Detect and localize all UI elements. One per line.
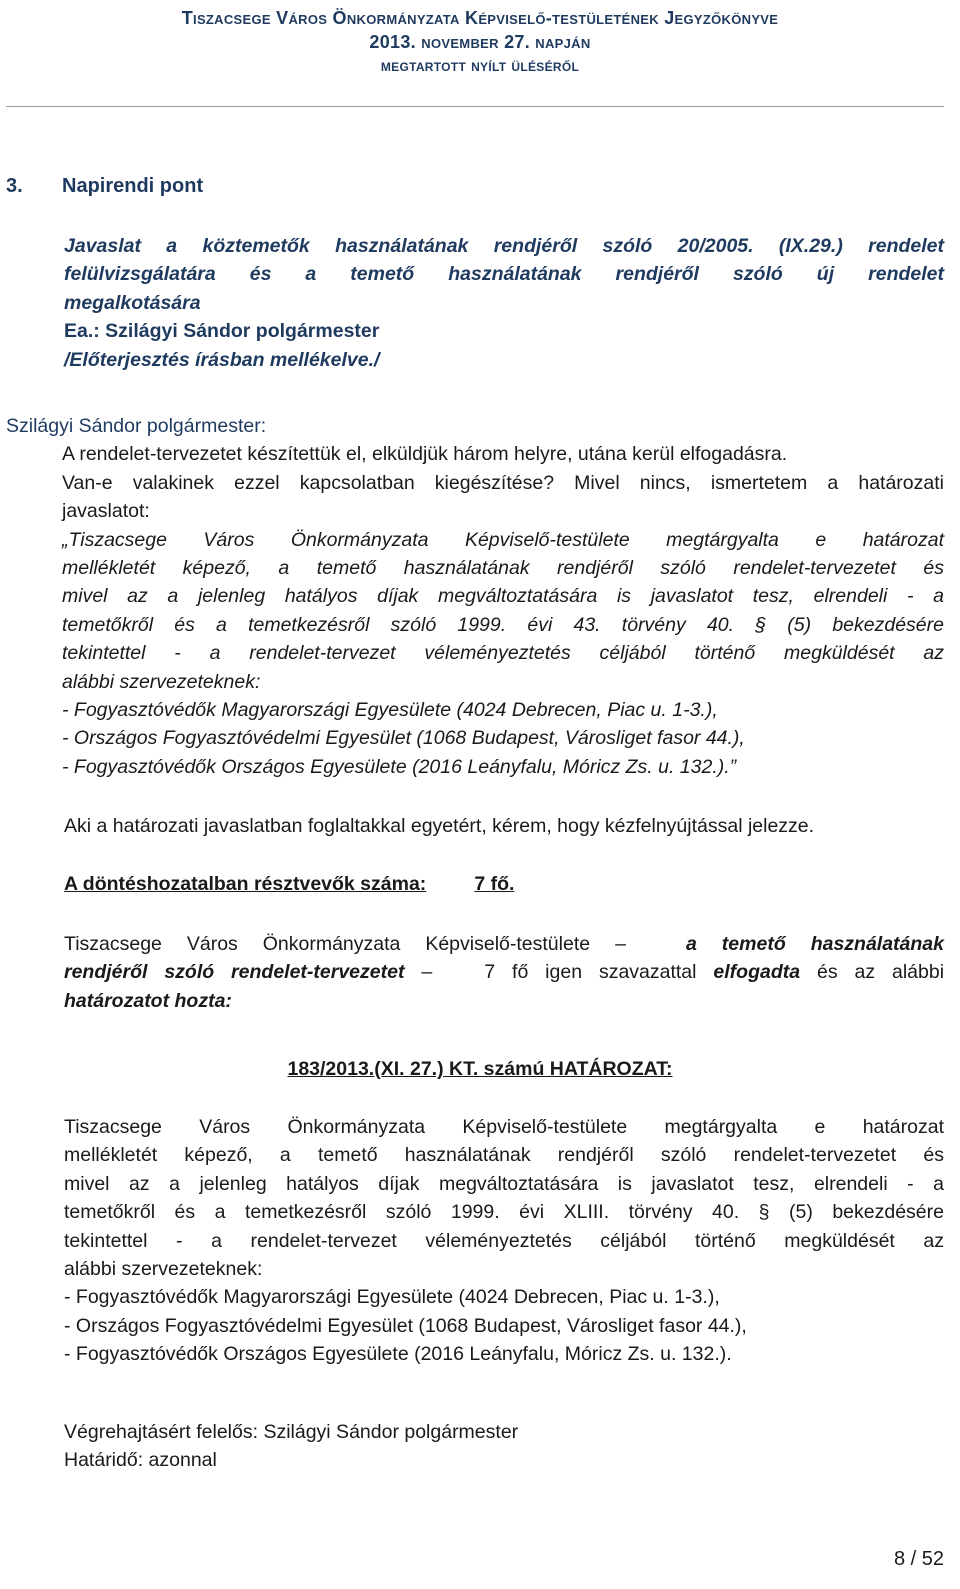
responsible-person: Végrehajtásért felelős: Szilágyi Sándor polgármester [64, 1421, 519, 1443]
vote-body: Tiszacsege Város Önkormányzata Képviselő-testülete [64, 933, 591, 955]
quote-line: mellékletét képező, a temető használatának rendjéről szóló rendelet-tervezetet és [62, 557, 944, 580]
vote-adopted: elfogadta [713, 961, 801, 984]
decision-count-label: A döntéshozatalban résztvevők száma: [64, 873, 427, 895]
quote-line: alábbi szervezeteknek: [62, 670, 261, 693]
speech-block [6, 412, 944, 781]
resolution-line: tekintettel - a rendelet-tervezet véleményeztetés céljából történő megküldését az [64, 1229, 944, 1252]
vote-decision: határozatot hozta: [64, 989, 232, 1012]
resolution-line: mivel az a jelenleg hatályos díjak megváltoztatására is javaslatot tesz, elrendeli - a [64, 1172, 944, 1195]
quoted-proposal [62, 526, 944, 782]
header-date: 2013. november 27. napján [369, 32, 591, 52]
vote-subject: a temető használatának [686, 933, 945, 955]
page-header [0, 6, 960, 78]
proposal-presenter: Ea.: Szilágyi Sándor polgármester [64, 320, 380, 343]
header-subtitle: megtartott nyílt üléséről [380, 56, 580, 75]
resolution-line: Tiszacsege Város Önkormányzata Képviselő-testülete megtárgyalta e határozat [64, 1116, 944, 1138]
speech-line: A rendelet-tervezetet készítettük el, elküldjük három helyre, utána kerül elfogadásra. [62, 443, 788, 466]
speaker-name: Szilágyi Sándor polgármester: [6, 415, 267, 437]
resolution-responsibility [64, 1418, 944, 1475]
resolution-heading: 183/2013.(XI. 27.) KT. számú HATÁROZAT: [287, 1058, 673, 1080]
quote-line: „Tiszacsege Város Önkormányzata Képviselő-testülete megtárgyalta e határozat [62, 528, 944, 551]
speech-line: Van-e valakinek ezzel kapcsolatban kiegészítése? Mivel nincs, ismertetem a határozati [62, 471, 944, 494]
resolution-line: - Fogyasztóvédők Országos Egyesülete (2016 Leányfalu, Móricz Zs. u. 132.). [64, 1343, 732, 1366]
closing-text: Aki a határozati javaslatban foglaltakkal egyetért, kérem, hogy kézfelnyújtással jelezze. [64, 815, 815, 837]
resolution-line: mellékletét képező, a temető használatának rendjéről szóló rendelet-tervezetet és [64, 1144, 944, 1167]
decision-count-value: 7 fő. [474, 873, 515, 895]
page-number: 8 / 52 [893, 1548, 944, 1570]
vote-dash: – [421, 961, 433, 984]
header-divider [6, 106, 944, 107]
agenda-number: 3. [6, 175, 23, 197]
resolution-line: temetőkről és a temetkezésről szóló 1999. évi XLIII. törvény 40. § (5) bekezdésére [64, 1201, 944, 1224]
resolution-line: alábbi szervezeteknek: [64, 1258, 263, 1281]
decision-count [64, 870, 514, 898]
proposal-line: felülvizsgálatára és a temető használatának rendjéről szóló új rendelet [64, 263, 944, 286]
resolution-line: - Országos Fogyasztóvédelmi Egyesület (1068 Budapest, Városliget fasor 44.), [64, 1314, 747, 1337]
agenda-proposal [64, 232, 944, 374]
speech-line: javaslatot: [62, 500, 150, 523]
quote-line: tekintettel - a rendelet-tervezet véleményeztetés céljából történő megküldését az [62, 642, 944, 665]
vote-statement [64, 930, 944, 1015]
resolution-line: - Fogyasztóvédők Magyarországi Egyesülete (4024 Debrecen, Piac u. 1-3.), [64, 1286, 720, 1309]
vote-following: és az alábbi [817, 961, 945, 984]
vote-subject-cont: rendjéről szóló rendelet-tervezetet [64, 961, 405, 984]
quote-line: mivel az a jelenleg hatályos díjak megváltoztatására is javaslatot tesz, elrendeli - a [62, 585, 944, 608]
header-title: Tiszacsege Város Önkormányzata Képviselő-testületének Jegyzőkönyve [181, 8, 779, 28]
quote-line: - Fogyasztóvédők Magyarországi Egyesülete (4024 Debrecen, Piac u. 1-3.), [62, 699, 718, 722]
resolution-text [64, 1113, 944, 1369]
quote-line: temetőkről és a temetkezésről szóló 1999. évi 43. törvény 40. § (5) bekezdésére [62, 613, 944, 636]
quote-line: - Fogyasztóvédők Országos Egyesülete (2016 Leányfalu, Móricz Zs. u. 132.).” [62, 755, 737, 778]
proposal-line: megalkotására [64, 291, 201, 314]
agenda-heading [6, 172, 203, 200]
agenda-title: Napirendi pont [62, 175, 204, 197]
quote-line: - Országos Fogyasztóvédelmi Egyesület (1068 Budapest, Városliget fasor 44.), [62, 727, 745, 750]
vote-dash: – [615, 933, 626, 955]
deadline: Határidő: azonnal [64, 1449, 217, 1472]
proposal-line: Javaslat a köztemetők használatának rendjéről szóló 20/2005. (IX.29.) rendelet [64, 235, 944, 257]
proposal-attachment: /Előterjesztés írásban mellékelve./ [64, 348, 380, 371]
vote-count: 7 fő igen szavazattal [484, 961, 697, 984]
